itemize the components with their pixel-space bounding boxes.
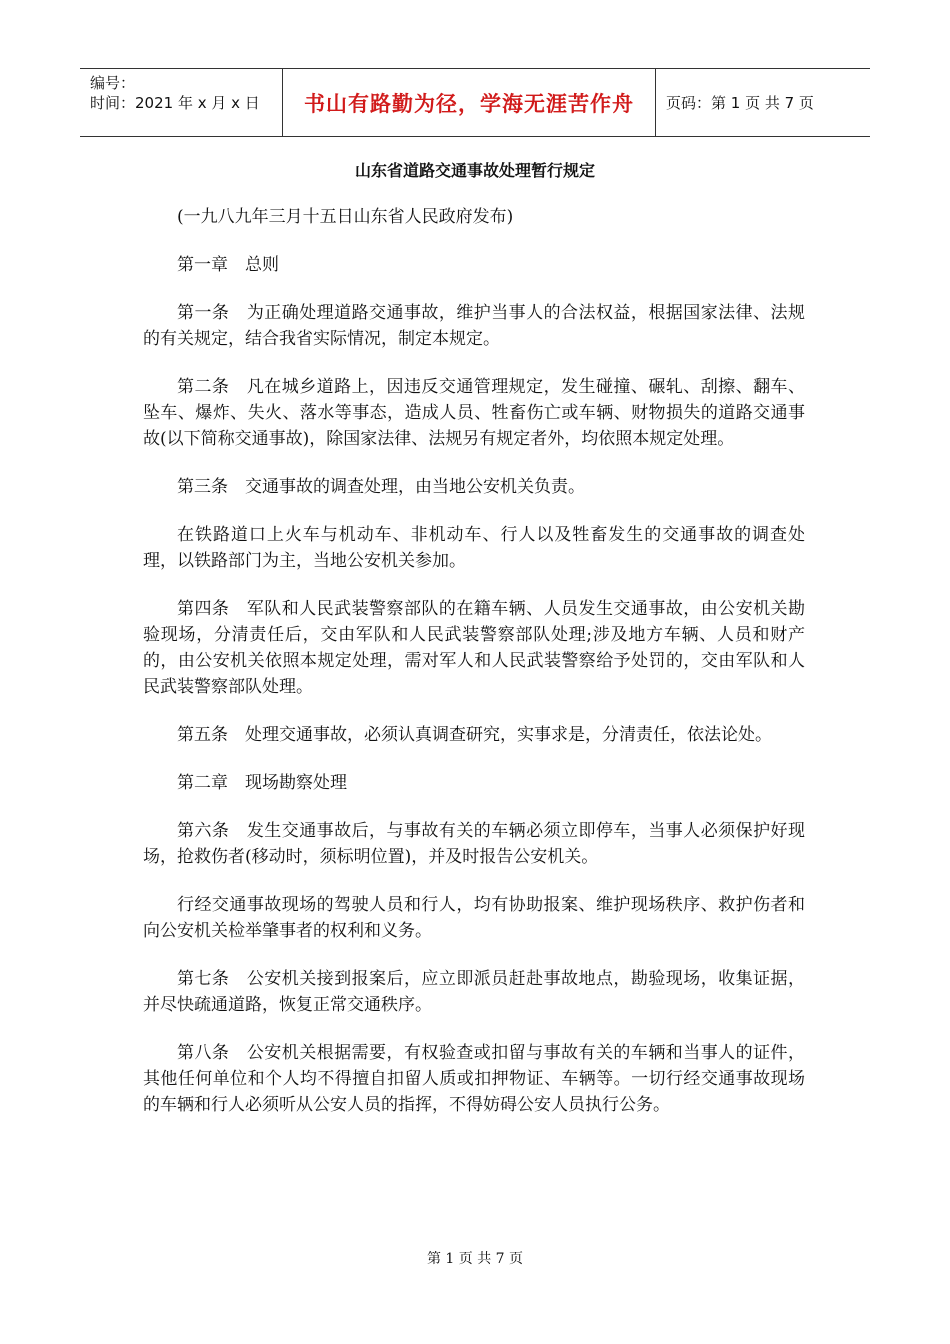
- paragraph: 第六条 发生交通事故后，与事故有关的车辆必须立即停车，当事人必须保护好现场，抢救伤者(移动时，须标明位置)，并及时报告公安机关。: [143, 821, 805, 867]
- paragraph: 在铁路道口上火车与机动车、非机动车、行人以及牲畜发生的交通事故的调查处理，以铁路部门为主，当地公安机关参加。: [143, 525, 805, 571]
- document-body: [143, 204, 805, 1140]
- time-label: 时间：2021 年 x 月 x 日: [90, 94, 260, 112]
- paragraph: 第八条 公安机关根据需要，有权验查或扣留与事故有关的车辆和当事人的证件，其他任何单位和个人均不得擅自扣留人质或扣押物证、车辆等。一切行经交通事故现场的车辆和行人必须听从公安人员的指挥，不得妨碍公安人员执行公务。: [143, 1043, 805, 1115]
- document-title: 山东省道路交通事故处理暂行规定: [354, 161, 595, 180]
- paragraph: 第四条 军队和人民武装警察部队的在籍车辆、人员发生交通事故，由公安机关勘验现场，分清责任后，交由军队和人民武装警察部队处理;涉及地方车辆、人员和财产的，由公安机关依照本规定处理，需对军人和人民武装警察给予处罚的，交由军队和人民武装警察部队处理。: [143, 599, 805, 697]
- chapter-heading: 第二章 现场勘察处理: [177, 773, 347, 793]
- motto-text: 书山有路勤为径，学海无涯苦作舟: [304, 91, 634, 116]
- paragraph: 第三条 交通事故的调查处理，由当地公安机关负责。: [177, 477, 585, 497]
- chapter-heading: 第一章 总则: [177, 255, 279, 275]
- header-motto-cell: [282, 69, 656, 136]
- paragraph: (一九八九年三月十五日山东省人民政府发布): [177, 207, 514, 227]
- document-header: [80, 68, 870, 137]
- paragraph: 第五条 处理交通事故，必须认真调查研究，实事求是，分清责任，依法论处。: [177, 725, 772, 745]
- serial-label: 编号：: [90, 74, 136, 92]
- header-meta-cell: [80, 69, 282, 136]
- page-info: 页码：第 1 页 共 7 页: [666, 94, 814, 112]
- paragraph: 行经交通事故现场的驾驶人员和行人，均有协助报案、维护现场秩序、救护伤者和向公安机关检举肇事者的权利和义务。: [143, 895, 805, 941]
- paragraph: 第二条 凡在城乡道路上，因违反交通管理规定，发生碰撞、碾轧、刮擦、翻车、坠车、爆炸、失火、落水等事态，造成人员、牲畜伤亡或车辆、财物损失的道路交通事故(以下简称交通事故)，除国家法律、法规另有规定者外，均依照本规定处理。: [143, 377, 805, 449]
- paragraph: 第七条 公安机关接到报案后，应立即派员赶赴事故地点，勘验现场，收集证据，并尽快疏通道路，恢复正常交通秩序。: [143, 969, 805, 1015]
- header-page-cell: [656, 69, 870, 136]
- paragraph: 第一条 为正确处理道路交通事故，维护当事人的合法权益，根据国家法律、法规的有关规定，结合我省实际情况，制定本规定。: [143, 303, 805, 349]
- page-footer: 第 1 页 共 7 页: [426, 1251, 524, 1267]
